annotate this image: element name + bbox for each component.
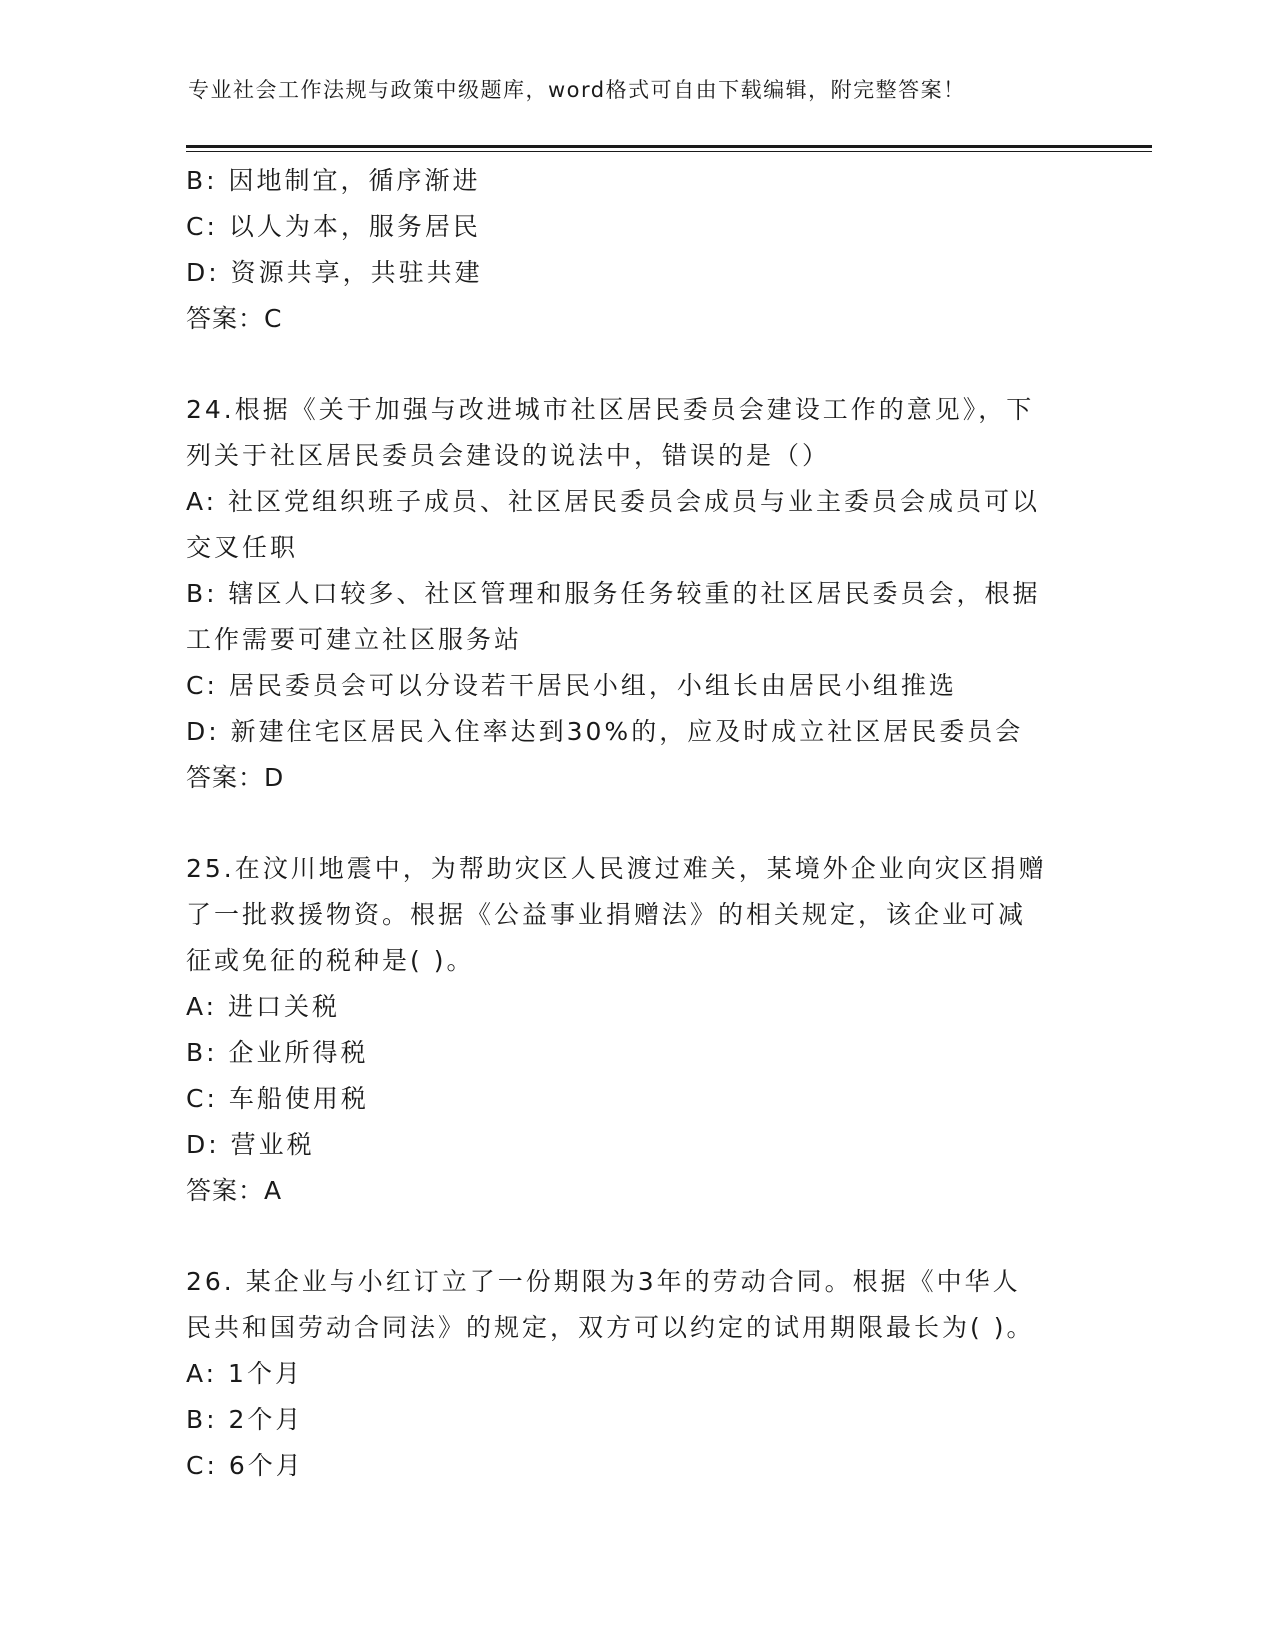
option-c: C: 居民委员会可以分设若干居民小组，小组长由居民小组推选 [186,671,957,700]
header-rule-thin [186,151,1152,152]
page-header: 专业社会工作法规与政策中级题库，word格式可自由下载编辑，附完整答案！ [188,78,966,102]
header-rule-thick [186,145,1152,148]
option-a: A: 1个月 [186,1359,303,1388]
option-b: B: 辖区人口较多、社区管理和服务任务较重的社区居民委员会，根据 [186,579,1041,608]
spacer [186,342,1086,387]
answer-line: 答案：A [186,1176,283,1205]
option-b: B: 因地制宜，循序渐进 [186,166,481,195]
question-25 [186,846,1086,1214]
option-c: C: 车船使用税 [186,1084,369,1113]
spacer [186,801,1086,846]
option-d: D: 营业税 [186,1130,315,1159]
option-a: A: 进口关税 [186,992,341,1021]
question-text-line: 了一批救援物资。根据《公益事业捐赠法》的相关规定，该企业可减 [186,900,1027,929]
question-text-line: 26. 某企业与小红订立了一份期限为3年的劳动合同。根据《中华人 [186,1267,1021,1296]
question-text-line: 民共和国劳动合同法》的规定，双方可以约定的试用期限最长为( )。 [186,1313,1035,1342]
spacer [186,1214,1086,1259]
option-b: B: 企业所得税 [186,1038,369,1067]
option-b: B: 2个月 [186,1405,304,1434]
question-text-line: 25.在汶川地震中，为帮助灾区人民渡过难关，某境外企业向灾区捐赠 [186,854,1047,883]
question-24 [186,387,1086,801]
prev-question-block [186,158,1086,342]
option-a: A: 社区党组织班子成员、社区居民委员会成员与业主委员会成员可以 [186,487,1041,516]
option-c: C: 6个月 [186,1451,304,1480]
question-text-line: 列关于社区居民委员会建设的说法中，错误的是（） [186,441,831,470]
question-26 [186,1259,1086,1489]
option-d: D: 新建住宅区居民入住率达到30%的，应及时成立社区居民委员会 [186,717,1024,746]
option-c: C: 以人为本，服务居民 [186,212,481,241]
question-text-line: 24.根据《关于加强与改进城市社区居民委员会建设工作的意见》，下 [186,395,1035,424]
option-a-continued: 交叉任职 [186,533,299,562]
answer-line: 答案：C [186,304,283,333]
question-text-line: 征或免征的税种是( )。 [186,946,475,975]
answer-line: 答案：D [186,763,285,792]
option-b-continued: 工作需要可建立社区服务站 [186,625,523,654]
option-d: D: 资源共享，共驻共建 [186,258,483,287]
question-content [186,158,1086,1489]
